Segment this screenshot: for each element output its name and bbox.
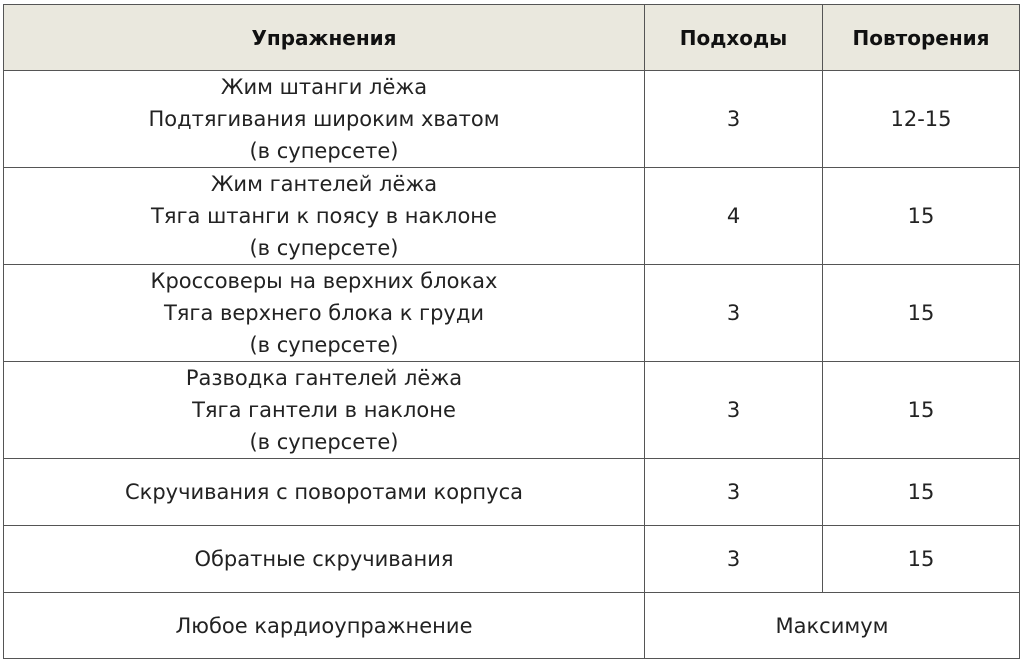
header-exercises: Упражнения (4, 5, 645, 71)
cardio-exercise-cell: Любое кардиоупражнение (4, 593, 645, 659)
exercise-line: Жим гантелей лёжа (210, 172, 438, 196)
exercise-line: Обратные скручивания (194, 547, 454, 571)
sets-cell: 3 (645, 526, 823, 593)
reps-cell: 12-15 (823, 71, 1020, 168)
sets-cell: 4 (645, 168, 823, 265)
sets-cell: 3 (645, 265, 823, 362)
workout-table (3, 4, 1020, 659)
sets-cell: 3 (645, 362, 823, 459)
exercise-line: Разводка гантелей лёжа (185, 366, 463, 390)
reps-cell: 15 (823, 362, 1020, 459)
reps-cell: 15 (823, 265, 1020, 362)
cardio-row (4, 593, 1020, 659)
exercise-line: (в суперсете) (249, 236, 399, 260)
exercise-line: Кроссоверы на верхних блоках (150, 269, 498, 293)
header-row (4, 5, 1020, 71)
table-row (4, 459, 1020, 526)
table-row (4, 526, 1020, 593)
cardio-value-cell: Максимум (645, 593, 1020, 659)
exercise-line: Подтягивания широким хватом (148, 107, 500, 131)
table-row (4, 168, 1020, 265)
sets-cell: 3 (645, 71, 823, 168)
exercise-line: (в суперсете) (249, 430, 399, 454)
exercise-cell (4, 526, 645, 593)
exercise-cell (4, 362, 645, 459)
header-reps: Повторения (823, 5, 1020, 71)
exercise-line: Скручивания с поворотами корпуса (125, 480, 523, 504)
exercise-line: Жим штанги лёжа (220, 75, 428, 99)
table-row (4, 71, 1020, 168)
reps-cell: 15 (823, 526, 1020, 593)
exercise-line: (в суперсете) (249, 139, 399, 163)
exercise-line: Тяга штанги к поясу в наклоне (151, 204, 497, 228)
exercise-cell (4, 265, 645, 362)
exercise-cell (4, 459, 645, 526)
exercise-cell (4, 71, 645, 168)
table-row (4, 265, 1020, 362)
exercise-line: Тяга гантели в наклоне (192, 398, 456, 422)
sets-cell: 3 (645, 459, 823, 526)
table-row (4, 362, 1020, 459)
exercise-line: (в суперсете) (249, 333, 399, 357)
reps-cell: 15 (823, 168, 1020, 265)
exercise-line: Тяга верхнего блока к груди (163, 301, 485, 325)
header-sets: Подходы (645, 5, 823, 71)
exercise-cell (4, 168, 645, 265)
reps-cell: 15 (823, 459, 1020, 526)
